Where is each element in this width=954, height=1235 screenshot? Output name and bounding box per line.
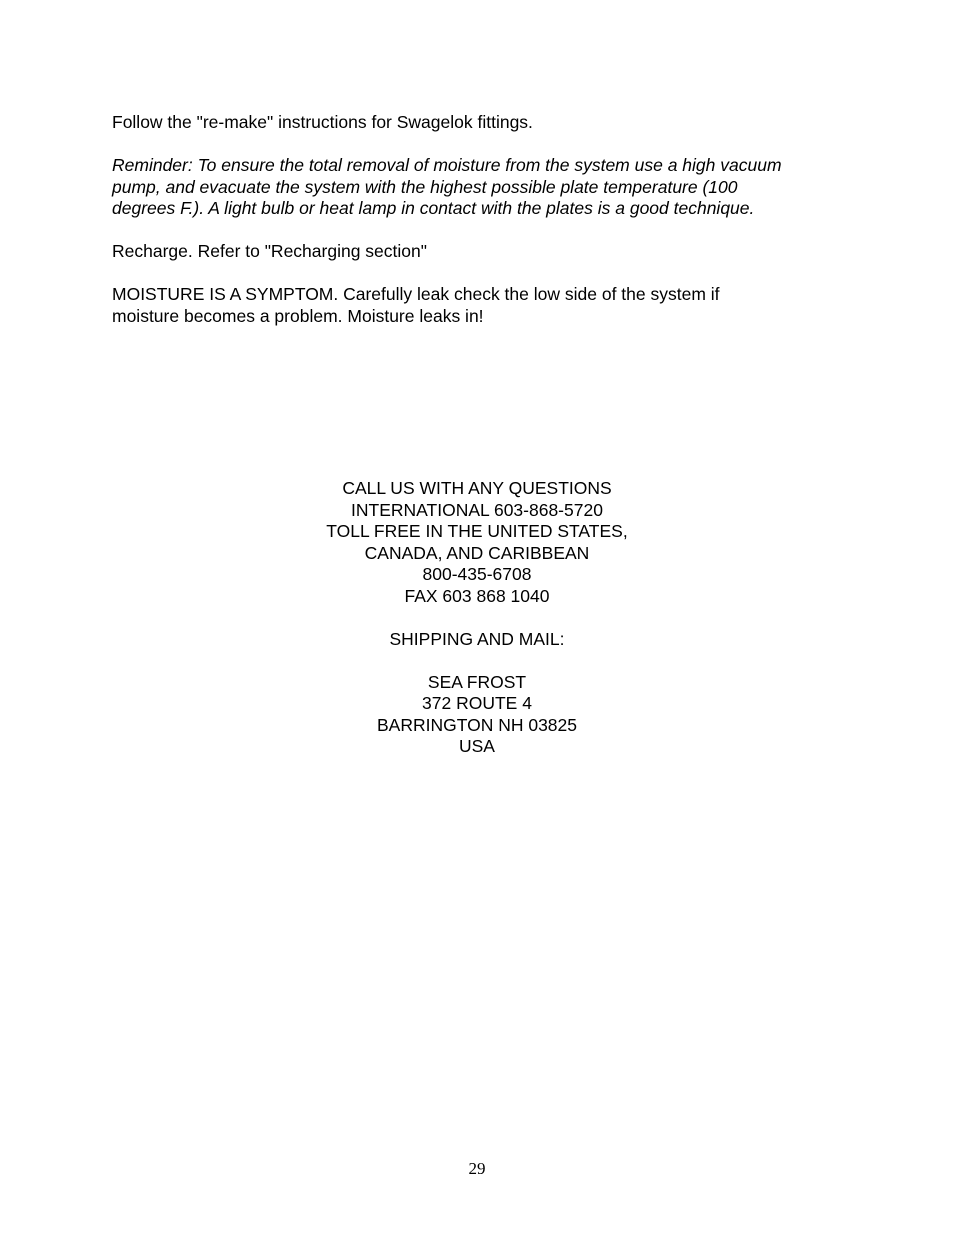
reminder-paragraph <box>112 155 852 220</box>
toll-free-line-1: TOLL FREE IN THE UNITED STATES, <box>326 521 628 542</box>
toll-free-number: 800-435-6708 <box>422 564 532 585</box>
spacer <box>0 608 954 629</box>
reminder-line-2: pump, and evacuate the system with the highest possible plate temperature (100 <box>112 176 738 197</box>
spacer <box>0 650 954 671</box>
moisture-line-2: moisture becomes a problem. Moisture leaks in! <box>112 305 484 326</box>
page-number: 29 <box>468 1159 486 1178</box>
moisture-line-1: MOISTURE IS A SYMPTOM. Carefully leak check the low side of the system if <box>112 284 720 304</box>
street-address: 372 ROUTE 4 <box>422 693 532 714</box>
moisture-paragraph <box>112 284 852 327</box>
reminder-line-3: degrees F.). A light bulb or heat lamp in contact with the plates is a good technique. <box>112 198 755 219</box>
toll-free-line-2: CANADA, AND CARIBBEAN <box>364 542 590 563</box>
international-phone: INTERNATIONAL 603-868-5720 <box>351 499 603 520</box>
call-us-heading: CALL US WITH ANY QUESTIONS <box>342 478 612 498</box>
recharge-paragraph <box>112 241 852 263</box>
recharge-text: Recharge. Refer to "Recharging section" <box>112 241 427 261</box>
company-name: SEA FROST <box>427 671 527 692</box>
shipping-heading: SHIPPING AND MAIL: <box>389 628 565 649</box>
reminder-line-1: Reminder: To ensure the total removal of moisture from the system use a high vacuum <box>112 155 782 175</box>
contact-block <box>0 478 954 758</box>
remake-instructions-text: Follow the "re-make" instructions for Swagelok fittings. <box>112 112 533 132</box>
city-state-zip: BARRINGTON NH 03825 <box>376 714 578 735</box>
remake-instructions-paragraph <box>112 112 852 134</box>
country: USA <box>459 736 495 757</box>
fax-number: FAX 603 868 1040 <box>404 585 550 606</box>
